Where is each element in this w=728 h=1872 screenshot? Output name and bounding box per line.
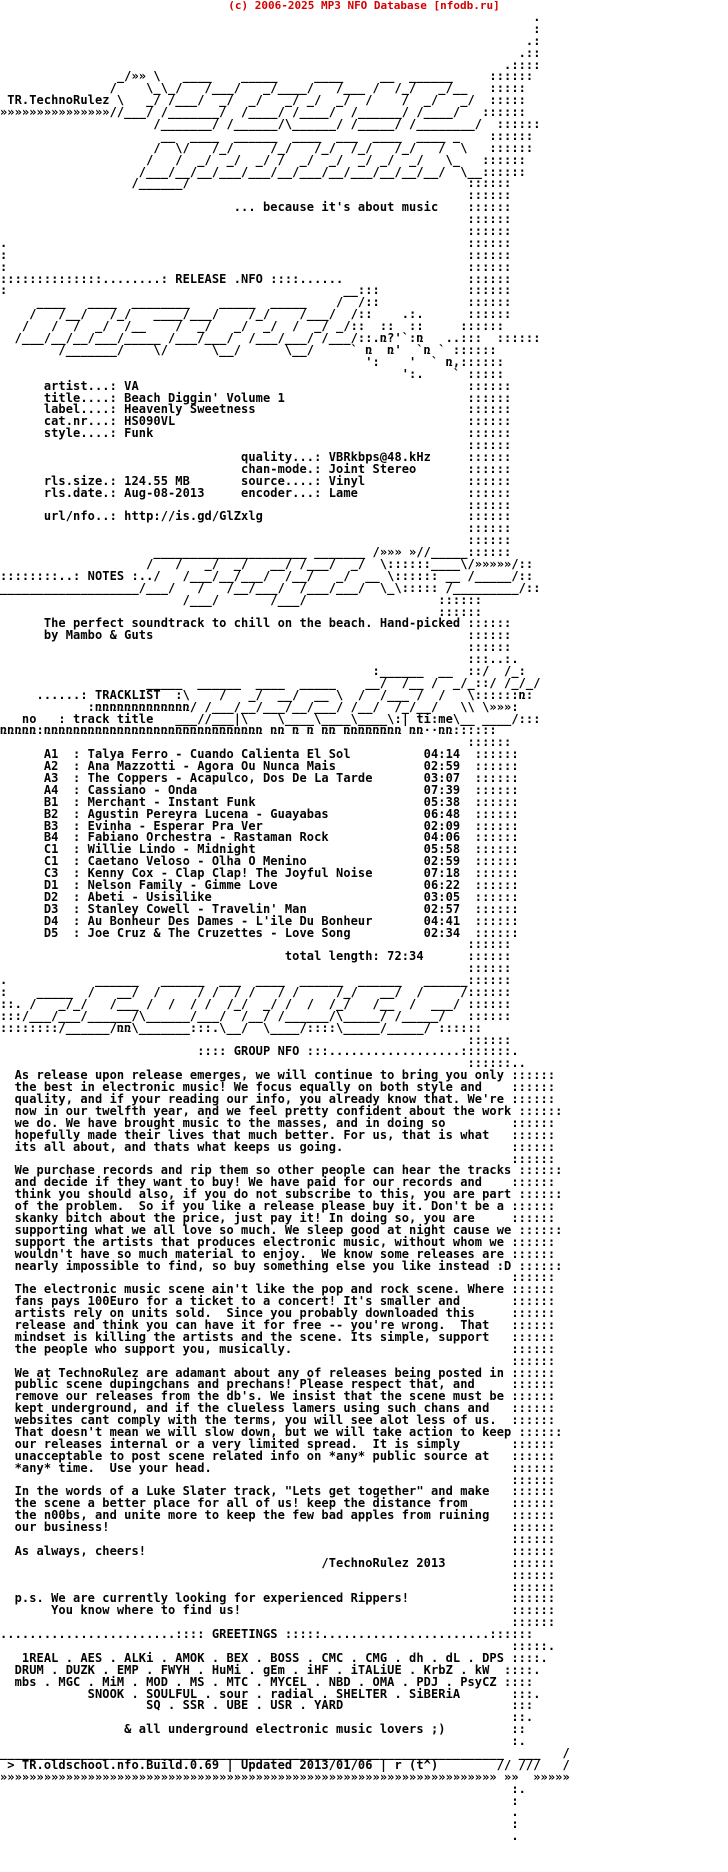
nfo-line: B4 : Fabiano Orchestra - Rastaman Rock 04:06 :::::: — [0, 830, 519, 845]
nfo-line: :::::: — [0, 735, 512, 750]
nfo-line: title....: Beach Diggin' Volume 1 :::::: — [0, 390, 512, 405]
nfo-line: the best in electronic music! We focus equally on both style and :::::: — [0, 1080, 556, 1095]
nfo-line: :::::: — [0, 497, 512, 512]
nfo-line: : _____ / __/ / / / / / / / /_/ __/ / /:::::: — [0, 985, 512, 1000]
nfo-line: SQ . SSR . UBE . USR . YARD ::: — [0, 1698, 534, 1713]
nfo-line: C1 : Caetano Veloso - Olha O Menino 02:59 :::::: — [0, 854, 519, 869]
nfo-line: :::::: — [0, 438, 512, 453]
nfo-line: »»»»»»»»»»»»»»»//___/ /_______/ /____/ /____/ /______/ /____/ :::::: — [0, 105, 526, 120]
nfo-line: by Mambo & Guts :::::: — [0, 628, 512, 643]
nfo-line: :::::: — [0, 533, 512, 548]
nfo-line: & all underground electronic music lovers ;) :: — [0, 1722, 526, 1737]
nfo-line: 1REAL . AES . ALKi . AMOK . BEX . BOSS . CMC . CMG . dh . dL . DPS ::::. — [0, 1650, 548, 1665]
nfo-line: /TechnoRulez 2013 :::::: — [0, 1555, 556, 1570]
nfo-line: /_______/ \/ \__/ \__/ ` ռ ռ' `ռ ` :::::: — [0, 342, 497, 357]
nfo-line: its all about, and thats what keeps us going. :::::: — [0, 1139, 556, 1154]
nfo-line: ____ ____ ________ _____ _____ / /:: :::::: — [0, 295, 512, 310]
nfo-line: The electronic music scene ain't like the pop and rock scene. Where :::::: — [0, 1282, 556, 1297]
nfo-line: / /__/ /_/ ____/___/ /_/ /___/ /:: .:. :::::: — [0, 307, 512, 322]
nfo-line: D2 : Abeti - Usisilike 03:05 :::::: — [0, 889, 519, 904]
nfo-line: We purchase records and rip them so other people can hear the tracks :::::: — [0, 1163, 563, 1178]
nfo-line: We at TechnoRulez are adamant about any of releases being posted in :::::: — [0, 1365, 556, 1380]
nfo-line: chan-mode.: Joint Stereo :::::: — [0, 461, 512, 476]
nfo-line: : :::::: — [0, 259, 512, 274]
nfo-line: : __::: :::::: — [0, 283, 512, 298]
nfo-line: C1 : Willie Lindo - Midnight 05:58 :::::: — [0, 842, 519, 857]
nfo-line: D4 : Au Bonheur Des Dames - L'ile Du Bonheur 04:41 :::::: — [0, 913, 519, 928]
nfo-line: skanky bitch about the price, just pay it! In doing so, you are :::::: — [0, 1210, 556, 1225]
nfo-line: :::::: — [0, 937, 512, 952]
nfo-line: :::::: — [0, 188, 512, 203]
nfo-line: D5 : Joe Cruz & The Cruzettes - Love Song 02:34 :::::: — [0, 925, 519, 940]
nfo-line: TR.TechnoRulez \ _/ /___/ _/ _/ _/ _/ _/ / / _/ _/ ::::: — [0, 93, 526, 108]
nfo-line: our business! :::::: — [0, 1520, 556, 1535]
nfo-line: . — [0, 1805, 519, 1820]
nfo-line: hopefully made their lives that much better. For us, that is what :::::: — [0, 1127, 556, 1142]
nfo-line: rls.date.: Aug-08-2013 encoder...: Lame :::::: — [0, 485, 512, 500]
nfo-line: : — [0, 1793, 519, 1808]
nfo-line: .:: — [0, 45, 541, 60]
nfo-line: ......: TRACKLIST :\ / _/ __/ __ \ / /___ / / \::::::ռ: — [0, 687, 534, 702]
nfo-line: ::::::::..: NOTES :../ /___/__/___/ /__/ _/ __ \:::::: __ /_____/:: — [0, 568, 534, 583]
nfo-line: supporting what we all love so much. We sleep good at night cause we :::::: — [0, 1222, 563, 1237]
nfo-line: kept underground, and if the clueless lamers using such chans and :::::: — [0, 1401, 556, 1416]
nfo-line: A1 : Talya Ferro - Cuando Calienta El Sol 04:14 :::::: — [0, 747, 519, 762]
nfo-line: :::::: — [0, 640, 512, 655]
nfo-line: public scene dupingchans and prechans! Please respect that, and :::::: — [0, 1377, 556, 1392]
nfo-line: / / _/ _/ _/ / _/ _/ _/ _/ _/ \_ :::::: — [0, 152, 526, 167]
nfo-line: :ռռռռռռռռռռռռռ/ /___/__/___/__/___/ /__/ /_/__/ \\ \»»»: — [0, 699, 519, 714]
nfo-line: :::::. — [0, 1639, 556, 1654]
nfo-line: ::::::.. — [0, 1056, 526, 1071]
nfo-line: now in our twelfth year, and we feel pretty confident about the work :::::: — [0, 1103, 563, 1118]
nfo-line: That doesn't mean we will slow down, but we will take action to keep :::::: — [0, 1424, 563, 1439]
nfo-line: : :::::: — [0, 247, 512, 262]
nfo-line: _____ ______ ____ _____ __/ /__ / _/_::/ /_/_/ — [0, 675, 541, 690]
nfo-line: »»»»»»»»»»»»»»»»»»»»»»»»»»»»»»»»»»»»»»»»»»»»»»»»»»»»»»»»»»»»»»»»»»»» »» »»»»» — [0, 1769, 570, 1784]
nfo-line: ':. ` ::::: — [0, 366, 505, 381]
nfo-line: :::::: — [0, 212, 512, 227]
nfo-line: quality...: VBRkbps@48.kHz :::::: — [0, 449, 512, 464]
nfo-line: :::/___/___/______/\______/___/ /__/ /______/\_____/ /_____/ :::::: — [0, 1008, 512, 1023]
nfo-line: ::. / _/_/ /___ / / / / /_/ _/ / / /_/ /__ / ___/ :::::: — [0, 996, 512, 1011]
nfo-line: . :::::: — [0, 235, 512, 250]
nfo-line: we do. We have brought music to the masses, and in doing so :::::: — [0, 1115, 556, 1130]
nfo-line: websites cant comply with the terms, you will see alot less of us. :::::: — [0, 1413, 556, 1428]
nfo-line: ::::::::::::::........: RELEASE .NFO ::::...... :::::: — [0, 271, 512, 286]
nfo-line: / \_\_/ /___/ _/____/ /___ / /_/ _/__ ::::: — [0, 81, 526, 96]
nfo-line: artist...: VA :::::: — [0, 378, 512, 393]
site-banner: (c) 2006-2025 MP3 NFO Database [nfodb.ru] — [228, 0, 500, 12]
nfo-line: the n00bs, and unite more to keep the few bad apples from ruining :::::: — [0, 1508, 556, 1523]
nfo-line: /___/__/__/___/___/__/___/__/___/__/__/__/ \__:::::: — [0, 164, 526, 179]
nfo-line: DRUM . DUZK . EMP . FWYH . HuMi . gEm . iHF . iTALiUE . KrbZ . kW ::::. — [0, 1662, 541, 1677]
nfo-line: _____________________________________________________________________ ___ / — [0, 1746, 570, 1761]
nfo-line: In the words of a Luke Slater track, "Lets get together" and make :::::: — [0, 1484, 556, 1499]
nfo-line: label....: Heavenly Sweetness :::::: — [0, 402, 512, 417]
nfo-line: :::::: — [0, 1353, 556, 1368]
nfo-line: *any* time. Use your head. :::::: — [0, 1460, 556, 1475]
nfo-line: :::::: — [0, 604, 483, 619]
nfo-line: artists rely on units sold. Since you probably downloaded this :::::: — [0, 1306, 556, 1321]
nfo-line: / / / _/ /__ / _/ _/ _/ / _/ _/:: :: :: :::::: — [0, 319, 505, 334]
nfo-line: / / _/ _/ __/ /___/ _/ \::::::____\/»»»»»/:: — [0, 556, 534, 571]
nfo-line: SNOOK . SOULFUL . sour . radial . SHELTER . SiBERiA :::. — [0, 1686, 541, 1701]
nfo-line: :::::: — [0, 1615, 556, 1630]
nfo-line: D3 : Stanley Cowell - Travelin' Man 02:57 :::::: — [0, 901, 519, 916]
nfo-line: our releases internal or a very limited spread. It is simply :::::: — [0, 1436, 556, 1451]
nfo-line: :::::: — [0, 1472, 556, 1487]
nfo-line: / \/ /_/ /_/ /_/ /_/ /_/ / \ :::::: — [0, 140, 534, 155]
nfo-line: . — [0, 10, 541, 24]
nfo-line: As always, cheers! :::::: — [0, 1543, 556, 1558]
nfo-line: mindset is killing the artists and the scene. Its simple, support :::::: — [0, 1329, 556, 1344]
nfo-line: the scene a better place for all of us! keep the distance from :::::: — [0, 1496, 556, 1511]
nfo-line: ........................:::: GREETINGS :::::.......................:::::: — [0, 1627, 534, 1642]
nfo-line: __ ____ ______ ____ ___ ____ ____ _ :::::: — [0, 128, 534, 143]
nfo-line: > TR.oldschool.nfo.Build.0.69 | Updated 2013/01/06 | r (t^) // /// / — [0, 1757, 570, 1772]
nfo-text — [0, 12, 570, 1843]
nfo-line: . — [0, 1829, 519, 1844]
nfo-line: the people who support you, musically. :::::: — [0, 1341, 556, 1356]
nfo-line: wouldn't have so much material to enjoy. We know some releases are :::::: — [0, 1246, 556, 1261]
nfo-line: B2 : Agustin Pereyra Lucena - Guayabas 06:48 :::::: — [0, 806, 519, 821]
nfo-line: A4 : Cassiano - Onda 07:39 :::::: — [0, 782, 519, 797]
nfo-line: : — [0, 21, 541, 36]
nfo-line: The perfect soundtrack to chill on the beach. Hand-picked :::::: — [0, 616, 512, 631]
nfo-line: total length: 72:34 :::::: — [0, 949, 512, 964]
nfo-line: :::..:. — [0, 652, 519, 667]
nfo-line: rls.size.: 124.55 MB source....: Vinyl :::::: — [0, 473, 512, 488]
nfo-line: release and think you can have it for free -- you're wrong. That :::::: — [0, 1317, 556, 1332]
nfo-line: :::::: — [0, 1567, 556, 1582]
nfo-line: p.s. We are currently looking for experienced Rippers! :::::: — [0, 1591, 556, 1606]
nfo-line: nearly impossible to find, so buy something else you like instead :D :::::: — [0, 1258, 563, 1273]
nfo-line: ռռռռռ:ռռռռռռռռռռռռռռռռռռռռռռռռռռռռռռ ռռ ռ ռ ռռ ռռռռռռռռ ռռ··ռռ:::::: — [0, 723, 497, 738]
nfo-line: quality, and if your reading our info, you already know that. We're :::::: — [0, 1092, 556, 1107]
nfo-line: D1 : Nelson Family - Gimme Love 06:22 :::::: — [0, 878, 519, 893]
nfo-line: of the problem. So if you like a release please buy it. Don't be a :::::: — [0, 1199, 556, 1214]
nfo-line: and decide if they want to buy! We have paid for our records and :::::: — [0, 1175, 556, 1190]
nfo-line: /______/ :::::: — [0, 176, 512, 191]
nfo-line: ... because it's about music :::::: — [0, 200, 512, 215]
nfo-line: /___/__/__/___/_____ /___/___/ /___/___/ /___/::.ռ?'`:ռ ..::: :::::: — [0, 331, 541, 346]
nfo-line: A3 : The Coppers - Acapulco, Dos De La Tarde 03:07 :::::: — [0, 771, 519, 785]
nfo-line: ::::::::/______/ռռ\_______:::.\__/ \____/::::\_____/_____/ :::::: — [0, 1020, 483, 1035]
nfo-line: _____________________ _______ /»»» »//_____:::::: — [0, 545, 512, 560]
nfo-line: _/»» \ ____ _____ ____ __ ______ :::::: — [0, 69, 534, 84]
nfo-line: remove our releases from the db's. We insist that the scene must be :::::: — [0, 1389, 556, 1404]
nfo-line: no : track title ___//___|\ \____\____\____\:| ti:me\__ ____/::: — [0, 711, 541, 726]
nfo-line: fans pays 100Euro for a ticket to a concert! It's smaller and :::::: — [0, 1294, 556, 1309]
nfo-line: /___/ /___/ :::::: — [0, 592, 483, 607]
nfo-line: B3 : Evinha - Esperar Pra Ver 02:09 :::::: — [0, 818, 519, 833]
nfo-line: ': ' ` ռ,:::::: — [0, 354, 505, 369]
nfo-line: :. — [0, 1734, 526, 1749]
nfo-line: ::. — [0, 1710, 534, 1725]
nfo-line: think you should also, if you do not subscribe to this, you are part :::::: — [0, 1187, 563, 1202]
nfo-line: :::::: — [0, 1270, 556, 1285]
nfo-line: : — [0, 1817, 519, 1832]
nfo-line: :. — [0, 1781, 526, 1796]
nfo-line: :::::: — [0, 1579, 556, 1594]
nfo-line: unacceptable to post scene related info on *any* public source at :::::: — [0, 1448, 556, 1463]
nfo-line: :::: GROUP NFO :::..................:::::::. — [0, 1044, 519, 1059]
nfo-line: You know where to find us! :::::: — [0, 1603, 556, 1618]
nfo-line: ___________________/___/ / /__/___/ /___/___/ \_\::::: /_________/:: — [0, 580, 541, 595]
nfo-line: . ______ ______ ___ ____ ______ ______ ______:::::: — [0, 973, 512, 988]
nfo-line: A2 : Ana Mazzotti - Agora Ou Nunca Mais 02:59 :::::: — [0, 759, 519, 774]
nfo-line: style....: Funk :::::: — [0, 426, 512, 441]
nfo-line: /_______/ /______/\______/ /_____/ /________/ :::::: — [0, 117, 541, 132]
nfo-line: .: — [0, 33, 541, 48]
nfo-line: mbs . MGC . MiM . MOD . MS . MTC . MYCEL . NBD . OMA . PDJ . PsyCZ :::: — [0, 1674, 534, 1689]
nfo-line: :______ __ ::/ /_: — [0, 663, 526, 678]
nfo-line: :::::: — [0, 1532, 556, 1546]
nfo-line: B1 : Merchant - Instant Funk 05:38 :::::: — [0, 794, 519, 809]
nfo-line: :::::: — [0, 1151, 556, 1166]
nfo-line: :::::: — [0, 521, 512, 536]
nfo-line: :::::: — [0, 1032, 512, 1047]
nfo-line: C3 : Kenny Cox - Clap Clap! The Joyful Noise 07:18 :::::: — [0, 866, 519, 881]
nfo-line: :::::: — [0, 224, 512, 239]
nfo-line: cat.nr...: HS090VL :::::: — [0, 414, 512, 429]
nfo-line: :::::: — [0, 961, 512, 976]
nfo-line: .:::: — [0, 57, 541, 72]
nfo-line: As release upon release emerges, we will continue to bring you only :::::: — [0, 1068, 556, 1083]
nfo-line: url/nfo..: http://is.gd/GlZxlg :::::: — [0, 509, 512, 524]
nfo-line: support the artists that produces electronic music, without whom we :::::: — [0, 1234, 556, 1249]
